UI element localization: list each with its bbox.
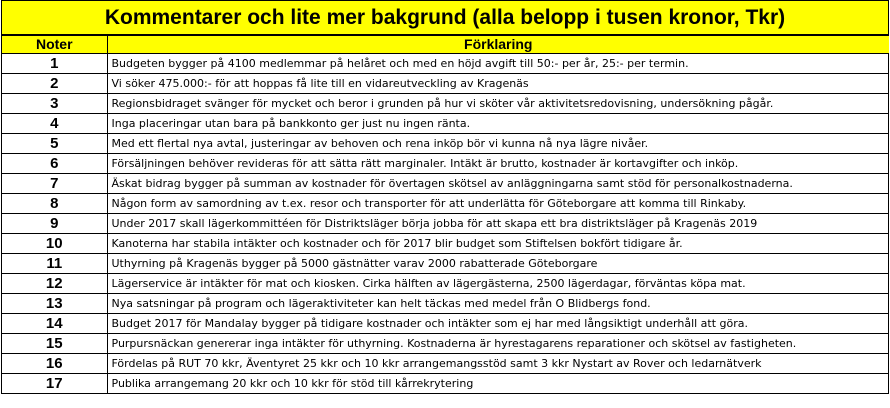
note-number: 4 <box>2 114 107 134</box>
table-row <box>2 354 889 374</box>
note-explanation: Äskat bidrag bygger på summan av kostnader för övertagen skötsel av anläggningarna samt stöd för personalkostnaderna. <box>107 174 889 194</box>
header-explanation: Förklaring <box>107 36 889 54</box>
note-explanation: Regionsbidraget svänger för mycket och beror i grunden på hur vi sköter vår aktivitetsredovisning, undersökning pågår. <box>107 94 889 114</box>
sheet-title: Kommentarer och lite mer bakgrund (alla belopp i tusen kronor, Tkr) <box>2 1 888 35</box>
note-number: 14 <box>2 314 107 334</box>
table-row <box>2 194 889 214</box>
note-number: 3 <box>2 94 107 114</box>
header-notes: Noter <box>2 36 107 54</box>
table-row <box>2 294 889 314</box>
note-explanation: Nya satsningar på program och lägeraktiviteter kan helt täckas med medel från O Blidbergs fond. <box>107 294 889 314</box>
note-explanation: Uthyrning på Kragenäs bygger på 5000 gästnätter varav 2000 rabatterade Göteborgare <box>107 254 889 274</box>
note-number: 11 <box>2 254 107 274</box>
note-explanation: Försäljningen behöver revideras för att sätta rätt marginaler. Intäkt är brutto, kostnader är kortavgifter och inköp. <box>107 154 889 174</box>
note-explanation: Budget 2017 för Mandalay bygger på tidigare kostnader och intäkter som ej har med långsiktigt underhåll att göra. <box>107 314 889 334</box>
table-row <box>2 54 889 74</box>
note-number: 17 <box>2 374 107 394</box>
note-explanation: Inga placeringar utan bara på bankkonto ger just nu ingen ränta. <box>107 114 889 134</box>
note-number: 7 <box>2 174 107 194</box>
table-row <box>2 174 889 194</box>
note-number: 2 <box>2 74 107 94</box>
notes-table <box>2 35 889 394</box>
table-row <box>2 134 889 154</box>
note-explanation: Lägerservice är intäkter för mat och kiosken. Cirka hälften av lägergästerna, 2500 lägerdagar, förväntas köpa mat. <box>107 274 889 294</box>
note-explanation: Publika arrangemang 20 kkr och 10 kkr för stöd till kårrekrytering <box>107 374 889 394</box>
notes-sheet <box>1 0 889 394</box>
note-explanation: Vi söker 475.000:- för att hoppas få lite till en vidareutveckling av Kragenäs <box>107 74 889 94</box>
table-row <box>2 234 889 254</box>
table-row <box>2 74 889 94</box>
note-explanation: Kanoterna har stabila intäkter och kostnader och för 2017 blir budget som Stiftelsen bokfört tidigare år. <box>107 234 889 254</box>
table-row <box>2 214 889 234</box>
table-row <box>2 254 889 274</box>
note-number: 12 <box>2 274 107 294</box>
note-number: 6 <box>2 154 107 174</box>
table-row <box>2 374 889 394</box>
note-explanation: Någon form av samordning av t.ex. resor och transporter för att underlätta för Göteborgare att komma till Rinkaby. <box>107 194 889 214</box>
table-row <box>2 154 889 174</box>
table-row <box>2 94 889 114</box>
note-number: 1 <box>2 54 107 74</box>
note-number: 16 <box>2 354 107 374</box>
note-number: 10 <box>2 234 107 254</box>
note-explanation: Fördelas på RUT 70 kkr, Äventyret 25 kkr och 10 kkr arrangemangsstöd samt 3 kkr Nystart av Rover och ledarnätverk <box>107 354 889 374</box>
note-explanation: Budgeten bygger på 4100 medlemmar på helåret och med en höjd avgift till 50:- per år, 25:- per termin. <box>107 54 889 74</box>
table-row <box>2 114 889 134</box>
note-explanation: Med ett flertal nya avtal, justeringar av behoven och rena inköp bör vi kunna nå nya lägre nivåer. <box>107 134 889 154</box>
table-row <box>2 314 889 334</box>
table-row <box>2 274 889 294</box>
note-number: 8 <box>2 194 107 214</box>
note-number: 15 <box>2 334 107 354</box>
note-explanation: Purpursnäckan genererar inga intäkter för uthyrning. Kostnaderna är hyrestagarens reparationer och skötsel av fastigheten. <box>107 334 889 354</box>
table-row <box>2 334 889 354</box>
note-explanation: Under 2017 skall lägerkommittéen för Distriktsläger börja jobba för att skapa ett bra distriktsläger på Kragenäs 2019 <box>107 214 889 234</box>
note-number: 5 <box>2 134 107 154</box>
note-number: 13 <box>2 294 107 314</box>
note-number: 9 <box>2 214 107 234</box>
table-header-row <box>2 36 889 54</box>
